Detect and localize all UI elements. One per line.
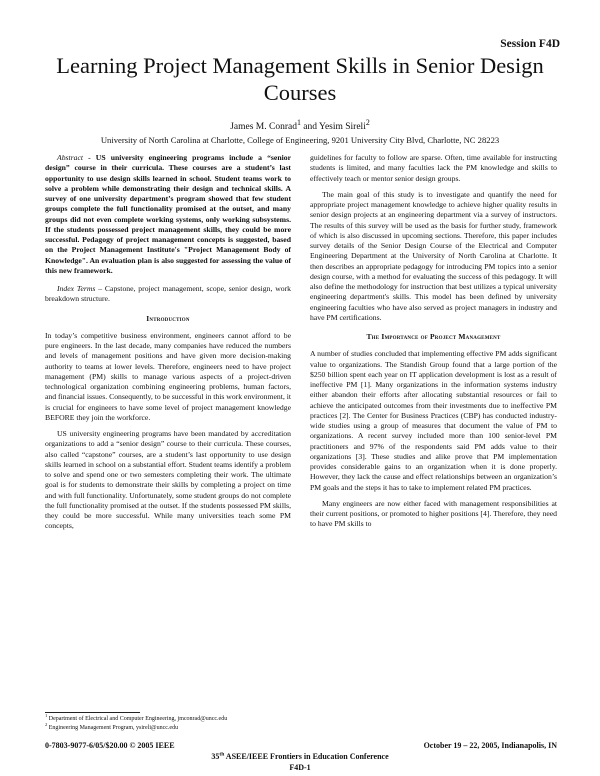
footnote-divider	[45, 712, 140, 713]
conference-title: ASEE/IEEE Frontiers in Education Conference	[224, 752, 389, 761]
abstract	[45, 153, 291, 276]
intro-paragraph-2: US university engineering programs have been mandated by accreditation organizations to add a “senior design” course to their curricula. These courses, also called “capstone” courses, are a student’s last opportunity to use design skills learned in school on a substantial effort. Student teams identify a problem to solve and spend one or two semesters completing their work. The ultimate goal is for students to demonstrate their skills by completing a project on time and with full functionality. Unfortunately, some student groups do not complete the full functionality promised at the outset. If the students possessed PM skills, they could be more successful. While many universities teach some PM concepts,	[45, 429, 291, 531]
right-paragraph-2: The main goal of this study is to investigate and quantify the need for appropriate project management knowledge to achieve higher quality results in senior design projects at an engineering department via a survey of instructors. The results of this survey will be used as the basis for further study, framework of which is also discussed in upcoming sections. Therefore, this paper includes survey details of the Senior Design Course of the Electrical and Computer Engineering Department at the University of North Carolina at Charlotte. It then describes an appropriate pedagogy for introducing PM topics into a senior design course, with a method for evaluating the success of this pedagogy. It will also define the methodology for instruction that best utilizes a typical university engineering department's skills. This model has been defined by university engineering faculties who have also served as project managers in industry and have PM certifications.	[310, 189, 557, 322]
footnote-2-mark: 2	[45, 722, 48, 727]
footnote-1-mark: 1	[45, 713, 48, 718]
section-heading-importance: The Importance of Project Management	[366, 332, 501, 341]
left-column	[45, 153, 291, 532]
footnote-2	[45, 722, 179, 733]
right-paragraph-4: Many engineers are now either faced with management responsibilities at their current positions, or promoted to higher positions [4]. Therefore, they need to have PM skills to	[310, 498, 557, 529]
author-2-mark: 2	[365, 117, 370, 127]
right-paragraph-3: A number of studies concluded that implementing effective PM adds significant value to organizations. The Standish Group found that a large portion of the $250 billion spent each year on IT application development is lost as a result of ineffective PM [1]. Many organizations in the information systems industry either abandon their efforts after allocating substantial resources or fail to achieve the anticipated outcomes from their investments due to ineffective PM practices [2]. The Center for Business Practices (CBP) has conducted industry-wide studies using a group of measures that document the value of PM to organizations. A recent survey included more than 100 senior-level PM practitioners and 97% of the respondents said PM adds value to their organizations [3]. These studies and alike prove that PM implementation provides considerable gains to an organization when it is done properly. However, they lack the cause and effect relationships between an organization’s PM goals and the steps it has to take to implement related PM practices.	[310, 349, 557, 492]
author-1: James M. Conrad	[230, 122, 297, 132]
author-1-mark: 1	[296, 117, 301, 127]
author-line	[40, 117, 560, 132]
abstract-text: - US university engineering programs include a “senior design” course in their curricula. These courses are a student’s last opportunity to use design skills learned in school. Student teams work to solve a problem while demonstrating their design and technical skills. A survey of one university department’s program showed that few student groups complete the full functionality promised at the outset, and many groups did not even complete working systems, only working subsystems. If the students possessed project management skills, they could be more successful. Pedagogy of project management concepts is suggested, based on the Project Management Institute's "Project Management Body of Knowledge". An evaluation plan is also suggested for assessing the value of this new framework.	[45, 153, 291, 275]
author-separator: and	[300, 122, 320, 132]
footnote-2-text: Engineering Management Program, ysireli@uncc.edu	[47, 725, 179, 731]
abstract-label: Abstract	[57, 153, 84, 162]
affiliation: University of North Carolina at Charlotte, College of Engineering, 9201 University City Blvd, Charlotte, NC 28223	[100, 135, 500, 145]
conference-dates: October 19 – 22, 2005, Indianapolis, IN	[423, 741, 557, 750]
isbn-copyright: 0-7803-9077-6/05/$20.00 © 2005 IEEE	[45, 741, 175, 750]
section-heading-introduction: Introduction	[146, 313, 190, 323]
session-label: Session F4D	[500, 38, 560, 50]
index-terms-label: Index Terms	[57, 284, 96, 293]
conference-number: 35	[211, 752, 220, 761]
right-column	[310, 153, 557, 530]
conference-name	[40, 752, 560, 761]
right-paragraph-1: guidelines for faculty to follow are sparse. Often, time available for instructing students is limited, and many faculties lack the PM knowledge and skills to effectively teach or mentor senior design groups.	[310, 153, 557, 183]
footnote-1-text: Department of Electrical and Computer Engineering, jmconrad@uncc.edu	[47, 716, 228, 722]
intro-paragraph-1: In today’s competitive business environment, engineers cannot afford to be pure engineers. In the last decade, many companies have reduced the numbers and levels of management positions and have given more decision-making authority to teams at lower levels. Therefore, engineers need to have project management (PM) skills to manage various aspects of a project-driven technological organization combining engineering problems, human factors, and financial issues. Consequently, to be successful in this work environment, it is crucial for engineers to have some level of project management knowledge BEFORE they join the workforce.	[45, 330, 291, 422]
index-terms-text: – Capstone, project management, scope, senior design, work breakdown structure.	[45, 284, 291, 304]
page-number: F4D-1	[289, 763, 311, 772]
conference-number-suffix: th	[219, 751, 225, 758]
footnote-1	[45, 713, 228, 724]
paper-title: Learning Project Management Skills in Senior Design Courses	[56, 53, 544, 105]
author-2: Yesim Sireli	[319, 122, 366, 132]
index-terms	[45, 284, 291, 305]
